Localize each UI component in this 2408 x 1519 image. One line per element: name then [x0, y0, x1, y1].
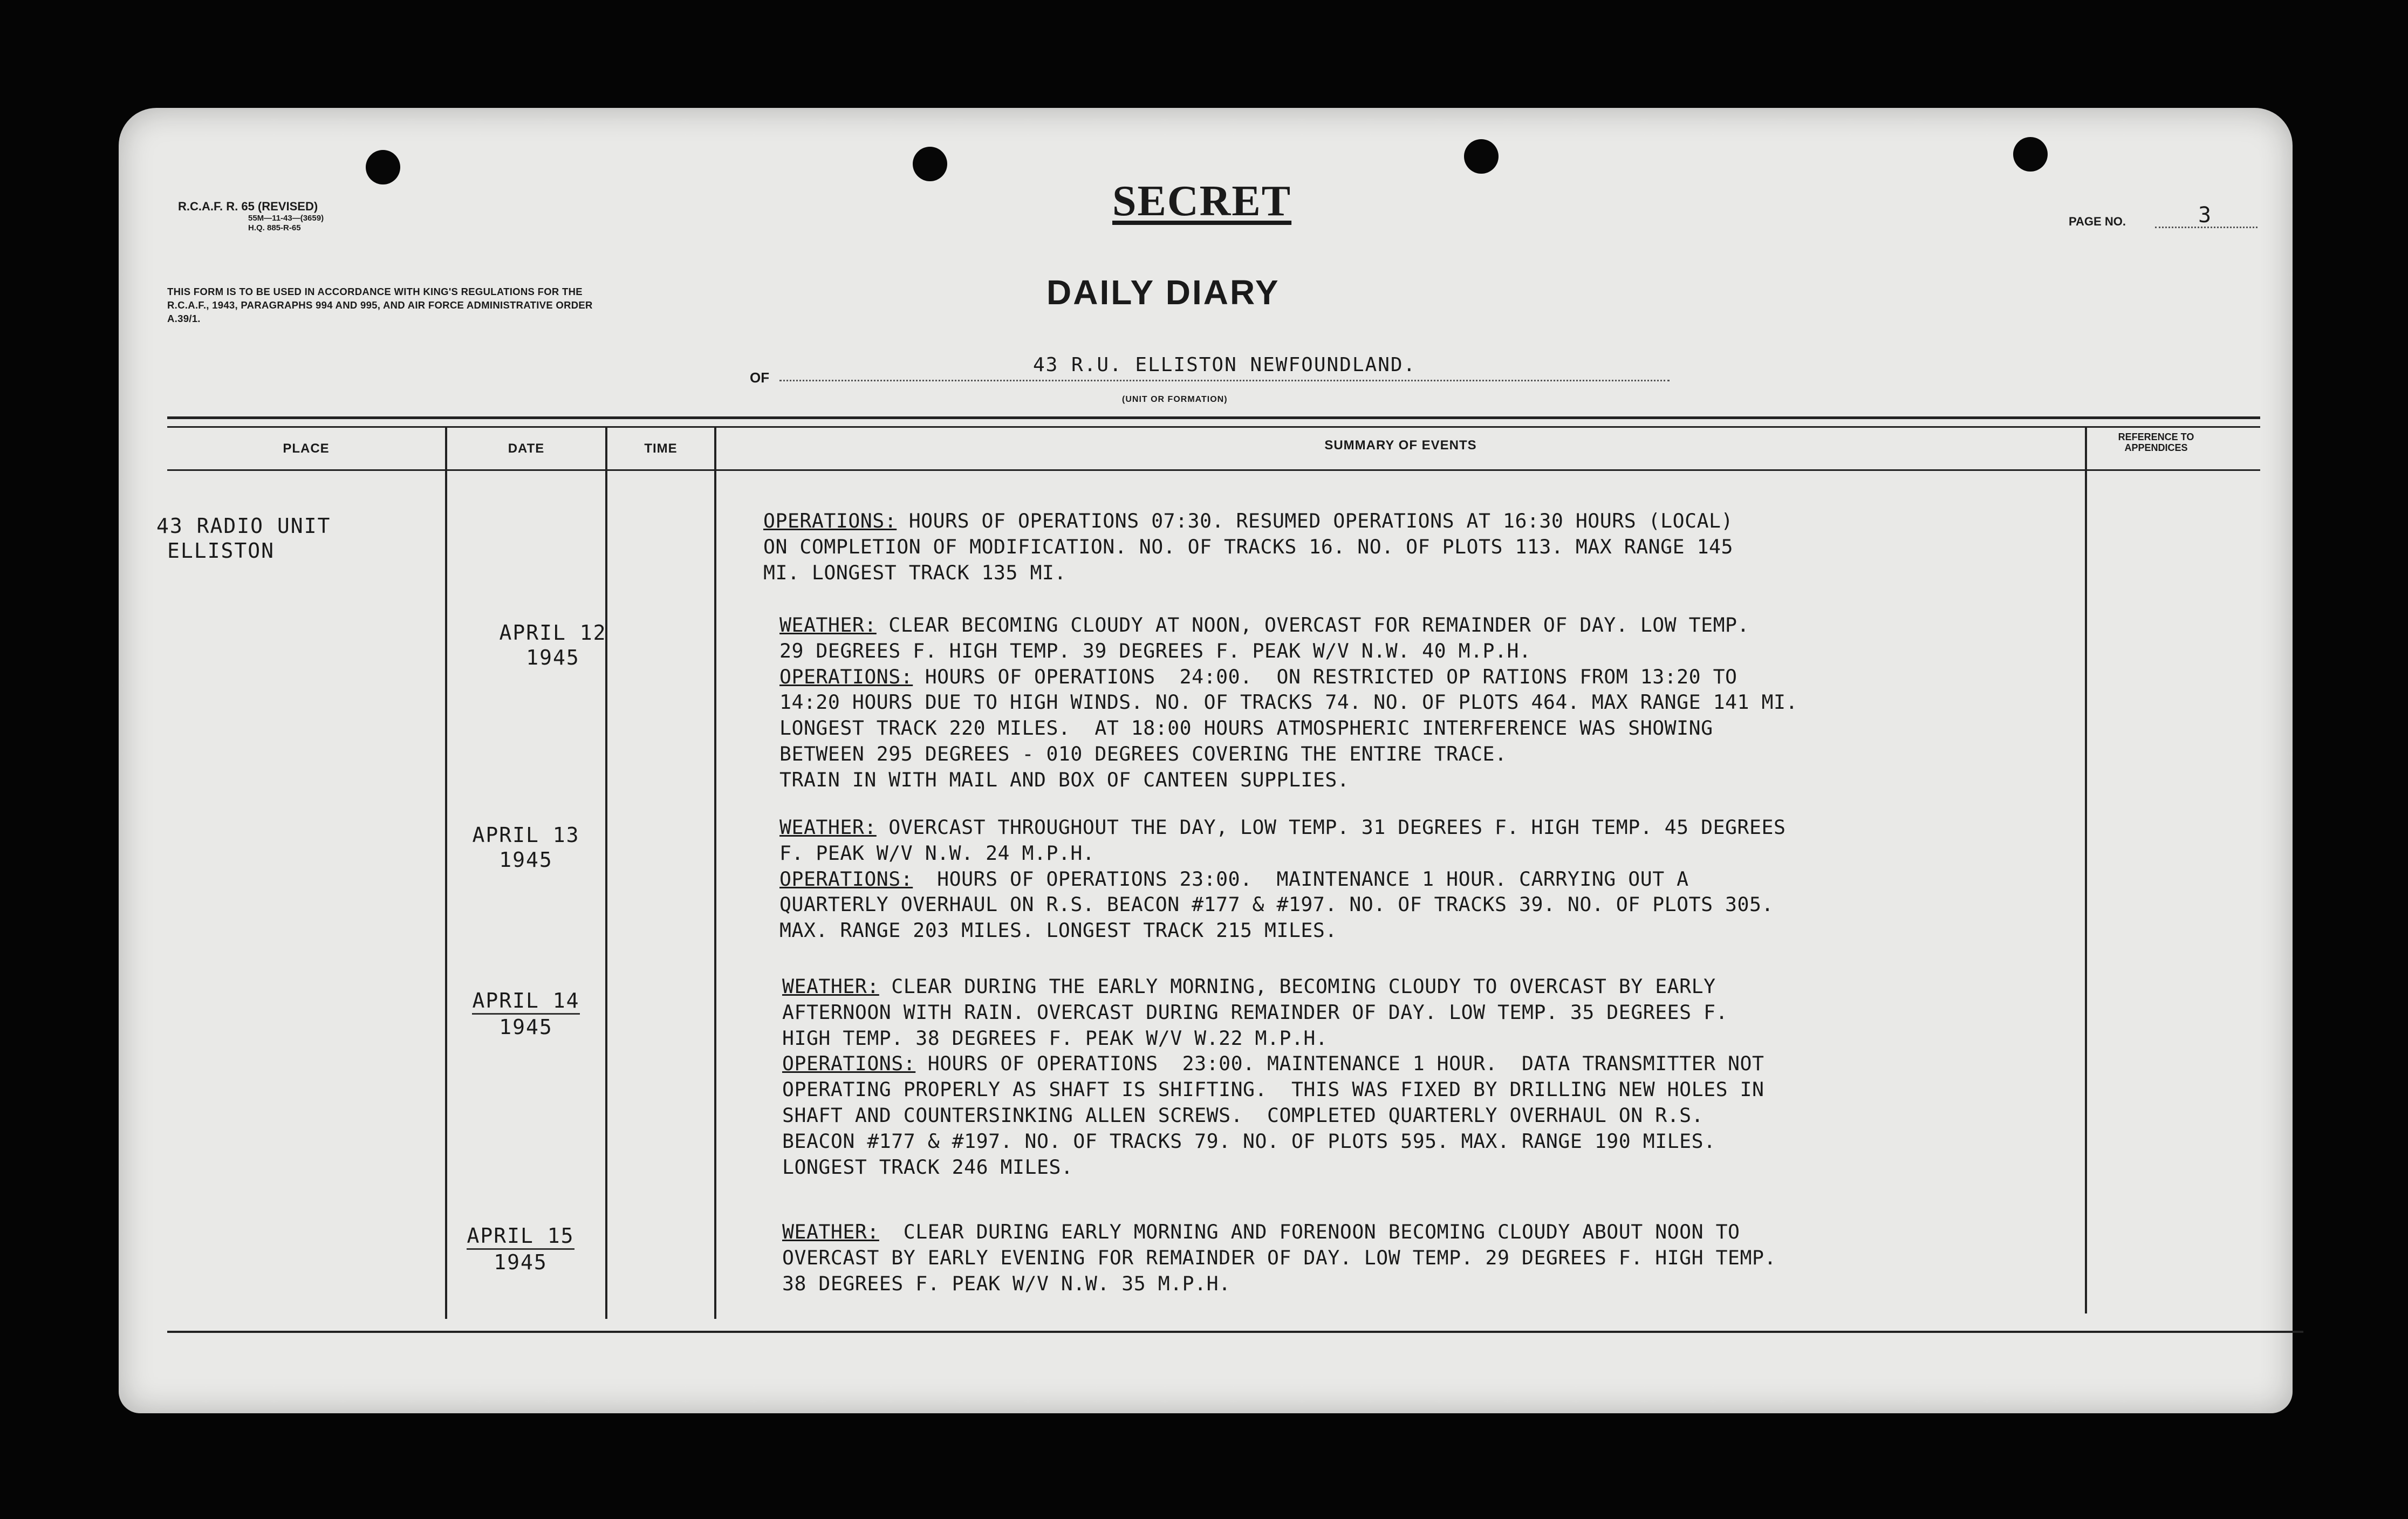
column-header-summary: SUMMARY OF EVENTS	[1324, 438, 1477, 453]
entry-line-text: QUARTERLY OVERHAUL ON R.S. BEACON #177 & #197. NO. OF TRACKS 39. NO. OF PLOTS 305.	[779, 893, 1774, 916]
date-year: 1945	[499, 1015, 553, 1039]
entry-line-text: OPERATING PROPERLY AS SHAFT IS SHIFTING. THIS WAS FIXED BY DRILLING NEW HOLES IN	[782, 1078, 1764, 1101]
entry-line-label: OPERATIONS:	[779, 867, 913, 891]
print-code-2: H.Q. 885-R-65	[248, 223, 301, 232]
form-number: R.C.A.F. R. 65 (REVISED)	[178, 200, 318, 213]
entry-line	[763, 560, 1733, 586]
date-entry	[445, 988, 607, 1039]
entry-line	[779, 892, 1786, 918]
entry-line-text: CLEAR DURING THE EARLY MORNING, BECOMING CLOUDY TO OVERCAST BY EARLY	[879, 975, 1716, 998]
entry-line-text: 14:20 HOURS DUE TO HIGH WINDS. NO. OF TRACKS 74. NO. OF PLOTS 464. MAX RANGE 141 MI.	[779, 690, 1798, 714]
column-header-time: TIME	[644, 441, 678, 456]
entry-line-text: HOURS OF OPERATIONS 23:00. MAINTENANCE 1 HOUR. DATA TRANSMITTER NOT	[915, 1052, 1764, 1076]
classification-stamp: SECRET	[1112, 177, 1292, 225]
punch-hole	[2013, 137, 2048, 172]
entry-line-text: AFTERNOON WITH RAIN. OVERCAST DURING REMAINDER OF DAY. LOW TEMP. 35 DEGREES F.	[782, 1000, 1728, 1024]
entry-line-label: WEATHER:	[782, 1220, 879, 1243]
entry-line	[779, 664, 1798, 690]
entry-line-text: OVERCAST BY EARLY EVENING FOR REMAINDER OF DAY. LOW TEMP. 29 DEGREES F. HIGH TEMP.	[782, 1246, 1776, 1269]
entry-line	[779, 741, 1798, 767]
page-number-field	[2155, 205, 2258, 228]
diary-entry	[779, 612, 1798, 793]
entry-line	[782, 1154, 1764, 1180]
date-entry	[445, 823, 607, 872]
entry-line	[782, 1128, 1764, 1154]
column-header-reference: REFERENCE TO APPENDICES	[2118, 432, 2194, 453]
entry-line	[779, 840, 1786, 866]
diary-entry	[782, 974, 1764, 1180]
diary-entry	[779, 815, 1786, 943]
place-line-2: ELLISTON	[167, 539, 275, 563]
entry-line-label: WEATHER:	[782, 975, 879, 998]
entry-line	[763, 534, 1733, 560]
entry-line-text: 38 DEGREES F. PEAK W/V N.W. 35 M.P.H.	[782, 1271, 1231, 1295]
entry-line-text: CLEAR BECOMING CLOUDY AT NOON, OVERCAST FOR REMAINDER OF DAY. LOW TEMP.	[876, 613, 1750, 637]
form-identifier	[178, 200, 324, 233]
page-number-label: PAGE NO.	[2069, 215, 2126, 228]
punch-hole	[913, 147, 947, 181]
entry-line-label: OPERATIONS:	[779, 665, 913, 688]
entry-line	[782, 1219, 1776, 1245]
page-number-value: 3	[2198, 203, 2212, 228]
entry-line	[779, 866, 1786, 892]
entry-line-text: SHAFT AND COUNTERSINKING ALLEN SCREWS. COMPLETED QUARTERLY OVERHAUL ON R.S.	[782, 1103, 1704, 1127]
entry-line-text: HOURS OF OPERATIONS 24:00. ON RESTRICTED OP RATIONS FROM 13:20 TO	[913, 665, 1737, 688]
column-divider	[714, 426, 716, 1319]
entry-line	[779, 715, 1798, 741]
diary-entry	[782, 1219, 1776, 1296]
date-month-day: APRIL 14	[472, 988, 579, 1015]
entry-line-text: 29 DEGREES F. HIGH TEMP. 39 DEGREES F. PEAK W/V N.W. 40 M.P.H.	[779, 639, 1531, 662]
entry-line	[779, 815, 1786, 840]
diary-entry	[763, 508, 1733, 585]
entry-line	[782, 1103, 1764, 1128]
print-code-1: 55M—11-43—(3659)	[248, 214, 324, 223]
entry-line	[779, 612, 1798, 638]
column-header-place: PLACE	[283, 441, 330, 456]
entry-line	[779, 767, 1798, 793]
entry-line	[763, 508, 1733, 534]
table-bottom-rule	[167, 1331, 2303, 1333]
regulation-notice: THIS FORM IS TO BE USED IN ACCORDANCE WITH KING'S REGULATIONS FOR THE R.C.A.F., 1943, PARAGRAPHS 994 AND 995, AND AIR FORCE ADMINISTRATIVE ORDER A.39/1.	[167, 286, 593, 324]
entry-line	[782, 1077, 1764, 1103]
entry-line-text: MAX. RANGE 203 MILES. LONGEST TRACK 215 MILES.	[779, 919, 1337, 942]
diary-sheet	[119, 108, 2293, 1413]
header-bottom-rule	[167, 469, 2260, 471]
column-divider	[605, 426, 607, 1319]
entry-line-text: LONGEST TRACK 220 MILES. AT 18:00 HOURS ATMOSPHERIC INTERFERENCE WAS SHOWING	[779, 716, 1713, 740]
entry-line-label: WEATHER:	[779, 816, 877, 839]
place-entry	[156, 514, 331, 563]
unit-caption: (UNIT OR FORMATION)	[1122, 395, 1228, 404]
entry-line-label: OPERATIONS:	[782, 1052, 916, 1076]
entry-line	[779, 638, 1798, 664]
entry-line-text: ON COMPLETION OF MODIFICATION. NO. OF TRACKS 16. NO. OF PLOTS 113. MAX RANGE 145	[763, 535, 1733, 558]
unit-field	[779, 350, 1670, 381]
date-month-day: APRIL 15	[467, 1223, 574, 1250]
date-entry	[440, 1223, 601, 1275]
entry-line	[782, 1051, 1764, 1077]
entry-line-label: OPERATIONS:	[763, 509, 897, 532]
column-divider	[2085, 426, 2087, 1313]
entry-line-text: HOURS OF OPERATIONS 07:30. RESUMED OPERATIONS AT 16:30 HOURS (LOCAL)	[897, 509, 1733, 532]
of-label: OF	[750, 370, 770, 386]
punch-hole	[1464, 139, 1499, 174]
entry-line	[782, 1245, 1776, 1271]
entry-line-text: OVERCAST THROUGHOUT THE DAY, LOW TEMP. 31 DEGREES F. HIGH TEMP. 45 DEGREES	[876, 816, 1786, 839]
date-month-day: APRIL 13	[472, 823, 580, 847]
entry-line-text: TRAIN IN WITH MAIL AND BOX OF CANTEEN SUPPLIES.	[779, 768, 1350, 791]
page-title: DAILY DIARY	[1046, 273, 1280, 312]
date-year: 1945	[526, 646, 580, 669]
place-line-1: 43 RADIO UNIT	[156, 514, 331, 538]
entry-line-text: HOURS OF OPERATIONS 23:00. MAINTENANCE 1 HOUR. CARRYING OUT A	[913, 867, 1689, 891]
punch-hole	[366, 150, 400, 184]
date-year: 1945	[494, 1250, 548, 1274]
entry-line	[782, 1271, 1776, 1297]
entry-line-text: LONGEST TRACK 246 MILES.	[782, 1155, 1073, 1179]
date-entry	[472, 620, 634, 670]
unit-value: 43 R.U. ELLISTON NEWFOUNDLAND.	[1033, 354, 1417, 376]
entry-line	[782, 1025, 1764, 1051]
table-top-rule-2	[167, 426, 2260, 428]
date-year: 1945	[499, 848, 553, 872]
entry-line-text: CLEAR DURING EARLY MORNING AND FORENOON BECOMING CLOUDY ABOUT NOON TO	[879, 1220, 1740, 1243]
column-header-date: DATE	[508, 441, 545, 456]
entry-line-text: BETWEEN 295 DEGREES - 010 DEGREES COVERING THE ENTIRE TRACE.	[779, 742, 1507, 765]
date-month-day: APRIL 12	[499, 621, 607, 645]
entry-line	[779, 689, 1798, 715]
entry-line-label: WEATHER:	[779, 613, 877, 637]
column-divider	[445, 426, 447, 1319]
entry-line	[782, 1000, 1764, 1025]
entry-line	[782, 974, 1764, 1000]
entry-line-text: F. PEAK W/V N.W. 24 M.P.H.	[779, 841, 1095, 865]
entry-line-text: BEACON #177 & #197. NO. OF TRACKS 79. NO. OF PLOTS 595. MAX. RANGE 190 MILES.	[782, 1129, 1716, 1153]
entry-line	[779, 918, 1786, 943]
table-top-rule	[167, 416, 2260, 419]
entry-line-text: MI. LONGEST TRACK 135 MI.	[763, 560, 1066, 584]
entry-line-text: HIGH TEMP. 38 DEGREES F. PEAK W/V W.22 M.P.H.	[782, 1026, 1328, 1050]
